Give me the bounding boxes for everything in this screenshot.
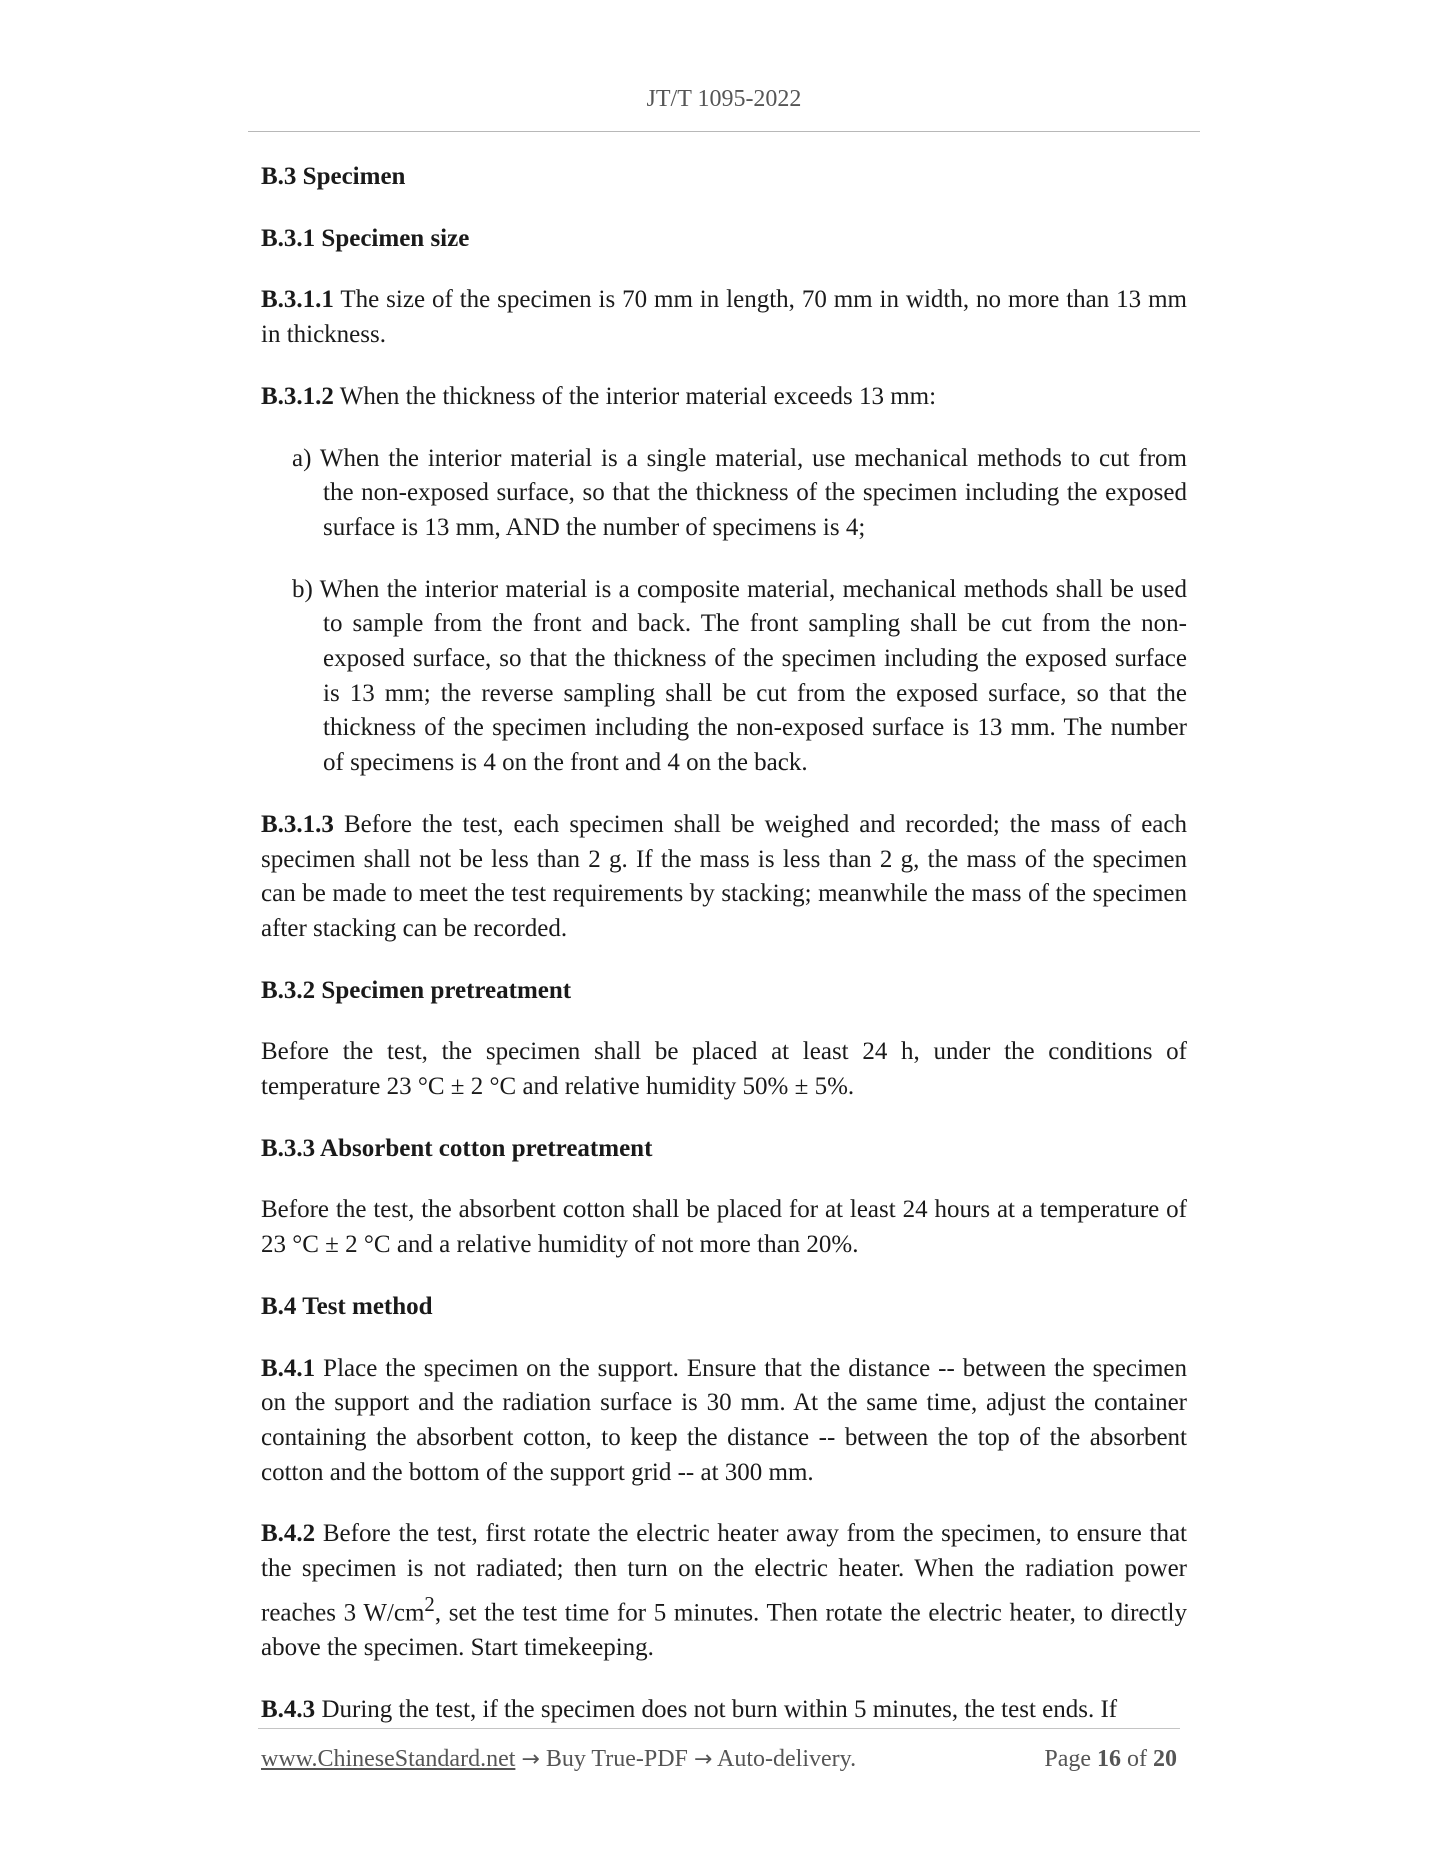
footer-divider [258,1728,1180,1729]
arrow-right-icon: → [693,1747,713,1772]
clause-number: B.4.2 [261,1520,316,1548]
page-body [261,160,1187,1754]
header-divider [248,131,1200,132]
page-total: 20 [1153,1746,1177,1772]
clause-text: When the thickness of the interior material exceeds 13 mm: [333,382,937,410]
delivery-text: Auto-delivery. [712,1746,857,1772]
paragraph-b41 [261,1352,1187,1491]
clause-number: B.3.1.3 [261,810,334,838]
footer-promo [261,1746,856,1773]
paragraph-b311 [261,283,1187,352]
clause-number: B.3.1.2 [261,382,334,410]
of-label: of [1127,1746,1147,1772]
list-item-b: b) When the interior material is a composite material, mechanical methods shall be used to sample from the front and back. The front sampling shall be cut from the non-exposed surface, so that the thickness of the specimen including the exposed surface is 13 mm; the reverse sampling shall be cut from the exposed surface, so that the thickness of the specimen including the non-exposed surface is 13 mm. The number of specimens is 4 on the front and 4 on the back. [292,575,1187,777]
paragraph-b313 [261,808,1187,947]
paragraph-b32: Before the test, the specimen shall be placed at least 24 h, under the conditions of temperature 23 °C ± 2 °C and relative humidity 50% ± 5%. [261,1038,1187,1101]
superscript: 2 [424,1591,435,1616]
heading-b33: B.3.3 Absorbent cotton pretreatment [261,1134,653,1162]
paragraph-b312 [261,380,1187,415]
heading-b31: B.3.1 Specimen size [261,224,470,252]
page-indicator [1044,1746,1177,1773]
document-header: JT/T 1095-2022 [646,86,802,112]
clause-text: Before the test, each specimen shall be weighed and recorded; the mass of each specimen shall not be less than 2 g. If the mass is less than 2 g, the mass of the specimen can be made to meet the test requirements by stacking; meanwhile the mass of the specimen after stacking can be recorded. [261,810,1187,942]
heading-b32: B.3.2 Specimen pretreatment [261,976,572,1004]
page-number: 16 [1097,1746,1121,1772]
clause-text: , set the test time for 5 minutes. Then rotate the electric heater, to directly above the specimen. Start timekeeping. [261,1599,1187,1661]
list-item-a: a) When the interior material is a single material, use mechanical methods to cut from the non-exposed surface, so that the thickness of the specimen including the exposed surface is 13 mm, AND the number of specimens is 4; [292,444,1187,541]
paragraph-b42 [261,1517,1187,1665]
clause-text: Place the specimen on the support. Ensure that the distance -- between the specimen on the support and the radiation surface is 30 mm. At the same time, adjust the container containing the absorbent cotton, to keep the distance -- between the top of the absorbent cotton and the bottom of the support grid -- at 300 mm. [261,1354,1187,1486]
page-label: Page [1044,1746,1091,1772]
heading-b3: B.3 Specimen [261,163,406,190]
buy-text: Buy True-PDF [539,1746,694,1772]
paragraph-b33: Before the test, the absorbent cotton shall be placed for at least 24 hours at a temperature of 23 °C ± 2 °C and a relative humidity of not more than 20%. [261,1196,1187,1259]
clause-number: B.4.1 [261,1354,316,1382]
clause-text: The size of the specimen is 70 mm in length, 70 mm in width, no more than 13 mm in thickness. [261,286,1187,349]
clause-text: During the test, if the specimen does not burn within 5 minutes, the test ends. If [315,1695,1118,1723]
clause-text: Before the test, first rotate the electric heater away from the specimen, to ensure that the specimen is not radiated; then turn on the electric heater. When the radiation power reaches 3 W/cm [261,1520,1187,1627]
website-link[interactable]: www.ChineseStandard.net [261,1746,516,1772]
arrow-right-icon: → [521,1747,540,1772]
heading-b4: B.4 Test method [261,1292,433,1320]
clause-number: B.4.3 [261,1695,316,1723]
clause-number: B.3.1.1 [261,286,334,314]
paragraph-b43 [261,1693,1187,1728]
